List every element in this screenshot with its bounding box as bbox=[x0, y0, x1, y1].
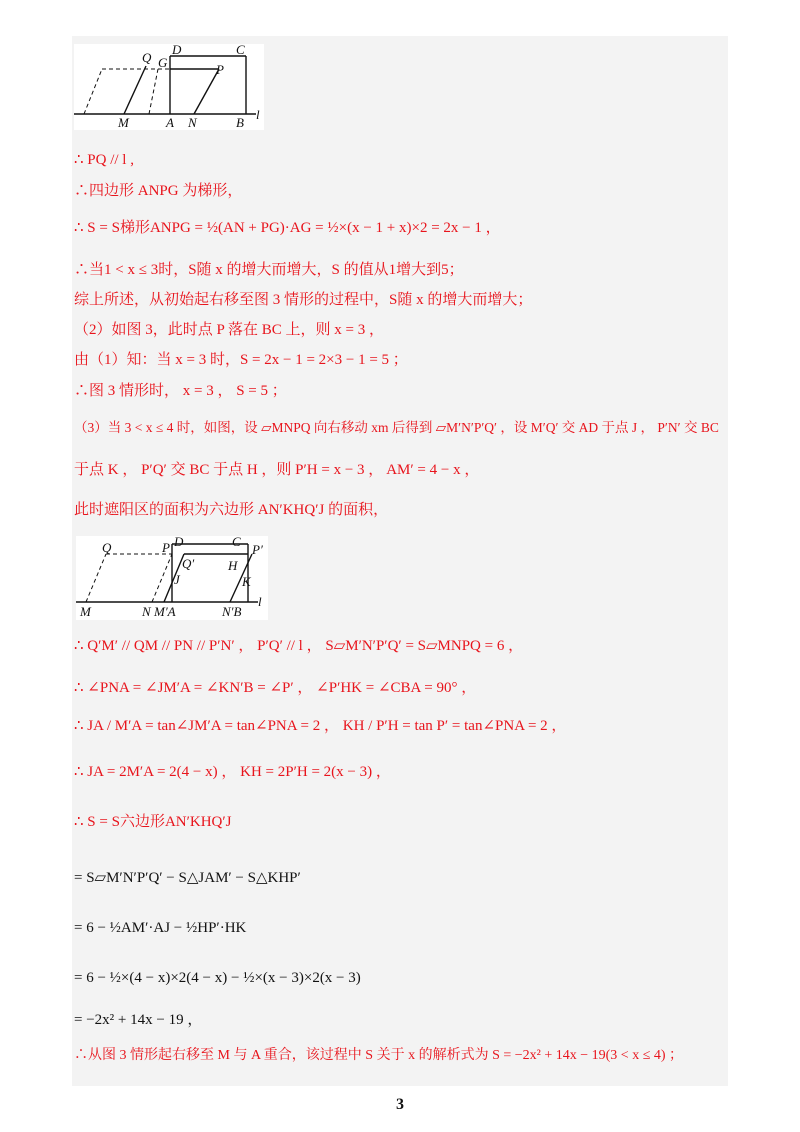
fig1-label-n: N bbox=[188, 115, 197, 130]
text-line-5: 综上所述，从初始起右移至图 3 情形的过程中，S随 x 的增大而增大； bbox=[74, 292, 533, 308]
figure-2-drawing bbox=[76, 536, 268, 620]
fig2-label-j: J bbox=[174, 572, 180, 587]
fig2-label-l: l bbox=[258, 594, 262, 609]
fig2-label-q-prime: Q′ bbox=[182, 556, 195, 571]
fig1-label-m: M bbox=[118, 115, 129, 130]
text-line-8: ∴图 3 情形时， x = 3 ， S = 5 ； bbox=[74, 383, 287, 399]
text-line-15: ∴ JA = 2M′A = 2(4 − x) ， KH = 2P′H = 2(x − 3) ， bbox=[74, 764, 391, 780]
text-line-14: ∴ JA / M′A = tan∠JM′A = tan∠PNA = 2 ， KH / P′H = tan P′ = tan∠PNA = 2 ， bbox=[74, 718, 567, 734]
fig1-label-a: A bbox=[166, 115, 174, 130]
page-number: 3 bbox=[396, 1096, 404, 1113]
text-line-9: （3）当 3 < x ≤ 4 时，如图，设 ▱MNPQ 向右移动 xm 后得到 ▱M′N′P′Q′ ，设 M′Q′ 交 AD 于点 J ， P′N′ 交 BC bbox=[74, 420, 719, 435]
fig1-label-l: l bbox=[256, 107, 260, 122]
fig2-label-n-prime-b: N′B bbox=[222, 604, 242, 619]
text-line-18: = 6 − ½AM′·AJ − ½HP′·HK bbox=[74, 920, 247, 936]
text-line-2: ∴四边形 ANPG 为梯形， bbox=[74, 183, 243, 199]
fig2-label-m-prime-a: M′A bbox=[154, 604, 176, 619]
fig2-label-m: M bbox=[80, 604, 91, 619]
figure-1-drawing bbox=[74, 44, 264, 130]
fig1-label-c: C bbox=[236, 44, 245, 57]
text-line-19: = 6 − ½×(4 − x)×2(4 − x) − ½×(x − 3)×2(x − 3) bbox=[74, 970, 361, 986]
text-line-12: ∴ Q′M′ // QM // PN // P′N′ ， P′Q′ // l ， S▱M′N′P′Q′ = S▱MNPQ = 6 ， bbox=[74, 638, 524, 654]
figure-1 bbox=[74, 44, 264, 130]
text-line-11: 此时遮阳区的面积为六边形 AN′KHQ′J 的面积， bbox=[74, 502, 389, 518]
text-line-6: （2）如图 3，此时点 P 落在 BC 上，则 x = 3 ， bbox=[74, 322, 385, 338]
text-line-21: ∴从图 3 情形起右移至 M 与 A 重合，该过程中 S 关于 x 的解析式为 S = −2x² + 14x − 19(3 < x ≤ 4) ； bbox=[74, 1048, 684, 1063]
fig2-label-h: H bbox=[228, 558, 238, 573]
fig1-label-p: P bbox=[216, 62, 224, 77]
text-line-4: ∴当1 < x ≤ 3时，S随 x 的增大而增大，S 的值从1增大到5； bbox=[74, 262, 464, 278]
figure-2 bbox=[76, 536, 268, 620]
fig2-label-c: C bbox=[232, 536, 241, 549]
text-line-13: ∴ ∠PNA = ∠JM′A = ∠KN′B = ∠P′ ， ∠P′HK = ∠CBA = 90° ， bbox=[74, 680, 477, 696]
text-line-7: 由（1）知：当 x = 3 时，S = 2x − 1 = 2×3 − 1 = 5 ； bbox=[74, 352, 408, 368]
text-line-1: ∴ PQ // l , bbox=[74, 152, 134, 168]
text-line-10: 于点 K ， P′Q′ 交 BC 于点 H ，则 P′H = x − 3 ， AM′ = 4 − x ， bbox=[74, 462, 480, 478]
fig1-label-d: D bbox=[172, 44, 182, 57]
fig2-label-p-prime: P′ bbox=[252, 542, 263, 557]
fig2-label-d: D bbox=[174, 536, 184, 549]
fig2-label-p: P bbox=[162, 540, 170, 555]
text-line-3: ∴ S = S梯形ANPG = ½(AN + PG)·AG = ½×(x − 1 + x)×2 = 2x − 1 ， bbox=[74, 220, 501, 236]
fig1-label-q: Q bbox=[142, 50, 152, 65]
fig2-label-k: K bbox=[242, 574, 251, 589]
text-line-16: ∴ S = S六边形AN′KHQ′J bbox=[74, 814, 232, 830]
fig2-label-q: Q bbox=[102, 540, 112, 555]
fig1-label-b: B bbox=[236, 115, 244, 130]
text-line-17: = S▱M′N′P′Q′ − S△JAM′ − S△KHP′ bbox=[74, 870, 301, 886]
text-line-20: = −2x² + 14x − 19 ， bbox=[74, 1012, 203, 1028]
fig2-label-n: N bbox=[142, 604, 151, 619]
fig1-label-g: G bbox=[158, 55, 168, 70]
